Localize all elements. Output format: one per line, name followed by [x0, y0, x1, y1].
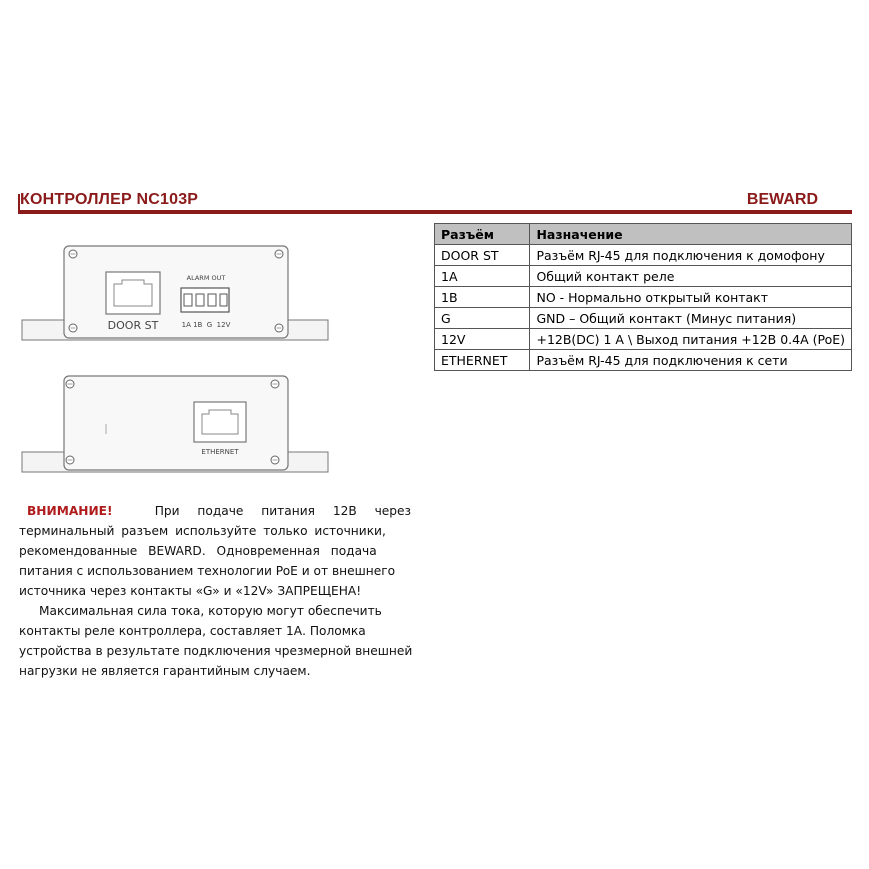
table-cell: 1B — [435, 287, 530, 308]
table-row — [435, 287, 852, 308]
terminal-pins-label: 1A 1B G 12V — [181, 321, 231, 329]
brand-name: BEWARD — [746, 191, 818, 208]
table-row — [435, 329, 852, 350]
device-front-diagram — [20, 240, 332, 344]
table-row — [435, 266, 852, 287]
door-st-label: DOOR ST — [107, 319, 159, 332]
device-rear-diagram — [20, 372, 332, 476]
column-header: Разъём — [435, 224, 530, 245]
warning-paragraph — [19, 501, 411, 601]
table-cell: 1A — [435, 266, 530, 287]
table-cell: +12В(DC) 1 A \ Выход питания +12В 0.4А (PoE) — [530, 329, 852, 350]
warning-line-3: рекомендованные BEWARD. Одновременная подача — [19, 544, 377, 558]
warning-line-2: терминальный разъем используйте только источники, — [19, 524, 386, 538]
current-line-4: нагрузки не является гарантийным случаем. — [19, 664, 311, 678]
table-cell: DOOR ST — [435, 245, 530, 266]
warning-line-5: источника через контакты «G» и «12V» ЗАПРЕЩЕНА! — [19, 584, 362, 598]
warning-label: ВНИМАНИЕ! — [27, 504, 113, 518]
current-limit-paragraph — [19, 601, 411, 681]
ethernet-label: ETHERNET — [201, 448, 239, 456]
header-rule — [18, 210, 852, 214]
table-cell: Разъём RJ-45 для подключения к домофону — [530, 245, 852, 266]
table-header-row — [435, 224, 852, 245]
table-cell: GND – Общий контакт (Минус питания) — [530, 308, 852, 329]
alarm-out-label: ALARM OUT — [186, 274, 226, 282]
column-header: Назначение — [530, 224, 852, 245]
table-row — [435, 350, 852, 371]
connector-table — [434, 223, 852, 371]
current-line-1: Максимальная сила тока, которую могут обеспечить — [39, 604, 382, 618]
warning-line-1: При подаче питания 12В через — [154, 504, 411, 518]
current-line-2: контакты реле контроллера, составляет 1А. Поломка — [19, 624, 366, 638]
table-cell: 12V — [435, 329, 530, 350]
table-cell: G — [435, 308, 530, 329]
table-row — [435, 245, 852, 266]
current-line-3: устройства в результате подключения чрезмерной внешней — [19, 644, 413, 658]
table-cell: ETHERNET — [435, 350, 530, 371]
table-cell: Разъём RJ-45 для подключения к сети — [530, 350, 852, 371]
table-row — [435, 308, 852, 329]
table-cell: NO - Нормально открытый контакт — [530, 287, 852, 308]
warning-line-4: питания с использованием технологии PoE и от внешнего — [19, 564, 396, 578]
page-title: КОНТРОЛЛЕР NC103P — [20, 191, 199, 208]
page-header — [18, 188, 852, 214]
table-cell: Общий контакт реле — [530, 266, 852, 287]
